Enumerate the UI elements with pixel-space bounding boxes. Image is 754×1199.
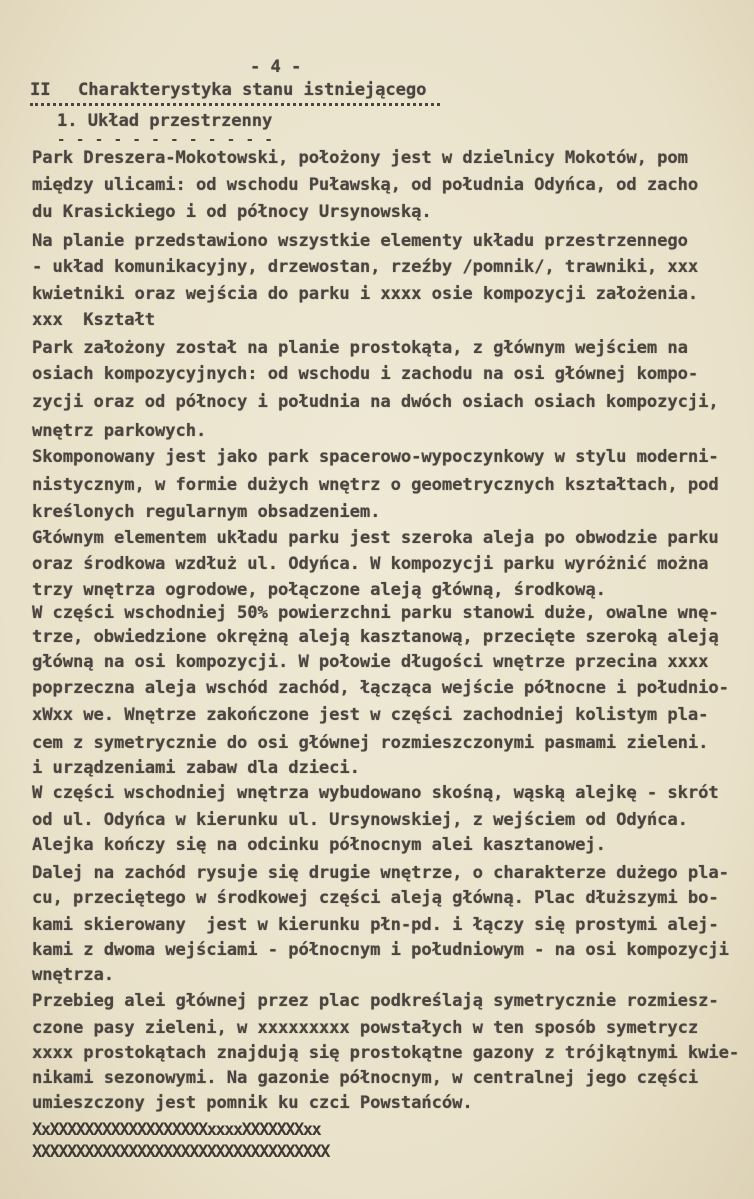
text-line: Skomponowany jest jako park spacerowo-wypoczynkowy w stylu moderni- [32, 447, 719, 467]
text-line: Przebieg alei głównej przez plac podkreślają symetrycznie rozmiesz- [32, 991, 719, 1011]
text-line: Na planie przedstawiono wszystkie elementy układu przestrzennego [32, 231, 688, 251]
struck-line: XXXXXXXXXXXXXXXXXXXXXXXXXXXXXXXXXX [32, 1142, 329, 1162]
struck-line: XxXXXXXXXXXXXXXXXXXXxxxxXXXXXXXxx [32, 1120, 321, 1140]
text-line: Park założony został na planie prostokąta, z głównym wejściem na [32, 338, 688, 358]
subsection-underline: - - - - - - - - - - - - [57, 132, 274, 148]
text-line: kreślonych regularnym obsadzeniem. [32, 502, 381, 522]
text-line: du Krasickiego i od północy Ursynowską. [32, 202, 432, 222]
section-title: Charakterystyka stanu istniejącego [78, 80, 427, 100]
text-line: umieszczony jest pomnik ku czci Powstańców. [32, 1093, 473, 1113]
text-line: trze, obwiedzione okrężną aleją kasztanową, przecięte szeroką aleją [32, 627, 719, 647]
section-number: II [30, 80, 51, 100]
text-line: główną na osi kompozycji. W połowie długości wnętrze przecina xxxx [32, 652, 709, 672]
section-underline [30, 103, 440, 106]
text-line: poprzeczna aleja wschód zachód, łącząca wejście północne i południo- [32, 678, 729, 698]
text-line: Głównym elementem układu parku jest szeroka aleja po obwodzie parku [32, 528, 719, 548]
text-line: W części wschodniej 50% powierzchni parku stanowi duże, owalne wnę- [32, 603, 719, 623]
page-number: - 4 - [250, 57, 302, 77]
subsection-title: 1. Układ przestrzenny [57, 111, 273, 131]
text-line: xxxx prostokątach znajdują się prostokątne gazony z trójkątnymi kwie- [32, 1043, 740, 1063]
text-line: kami skierowany jest w kierunku płn-pd. i łączy się prostymi alej- [32, 915, 719, 935]
text-line: osiach kompozycyjnych: od wschodu i zachodu na osi głównej kompo- [32, 364, 699, 384]
text-line: xxx Kształt [32, 310, 155, 330]
text-line: i urządzeniami zabaw dla dzieci. [32, 758, 360, 778]
text-line: xWxx we. Wnętrze zakończone jest w części zachodniej kolistym pla- [32, 705, 709, 725]
text-line: cu, przeciętego w środkowej części aleją główną. Plac dłuższymi bo- [32, 888, 719, 908]
text-line: kami z dwoma wejściami - północnym i południowym - na osi kompozycji [32, 940, 729, 960]
text-line: między ulicami: od wschodu Puławską, od południa Odyńca, od zacho [32, 175, 699, 195]
text-line: wnętrza. [32, 965, 114, 985]
text-line: Alejka kończy się na odcinku północnym alei kasztanowej. [32, 835, 606, 855]
text-line: czone pasy zieleni, w xxxxxxxxx powstałych w ten sposób symetrycz [32, 1018, 699, 1038]
text-line: Dalej na zachód rysuje się drugie wnętrze, o charakterze dużego pla- [32, 863, 729, 883]
text-line: Park Dreszera-Mokotowski, położony jest w dzielnicy Mokotów, pom [32, 148, 688, 168]
text-line: nikami sezonowymi. Na gazonie północnym, w centralnej jego części [32, 1068, 699, 1088]
text-line: nistycznym, w formie dużych wnętrz o geometrycznych kształtach, pod [32, 475, 719, 495]
text-line: trzy wnętrza ogrodowe, połączone aleją główną, środkową. [32, 580, 606, 600]
text-line: cem z symetrycznie do osi głównej rozmieszczonymi pasmami zieleni. [32, 733, 709, 753]
text-line: kwietniki oraz wejścia do parku i xxxx osie kompozycji założenia. [32, 284, 699, 304]
text-line: - układ komunikacyjny, drzewostan, rzeźby /pomnik/, trawniki, xxx [32, 257, 699, 277]
text-line: wnętrz parkowych. [32, 421, 207, 441]
text-line: oraz środkowa wzdłuż ul. Odyńca. W kompozycji parku wyróżnić można [32, 554, 709, 574]
text-line: zycji oraz od północy i południa na dwóch osiach osiach kompozycji, [32, 392, 719, 412]
text-line: od ul. Odyńca w kierunku ul. Ursynowskiej, z wejściem od Odyńca. [32, 810, 688, 830]
text-line: W części wschodniej wnętrza wybudowano skośną, wąską alejkę - skrót [32, 783, 719, 803]
